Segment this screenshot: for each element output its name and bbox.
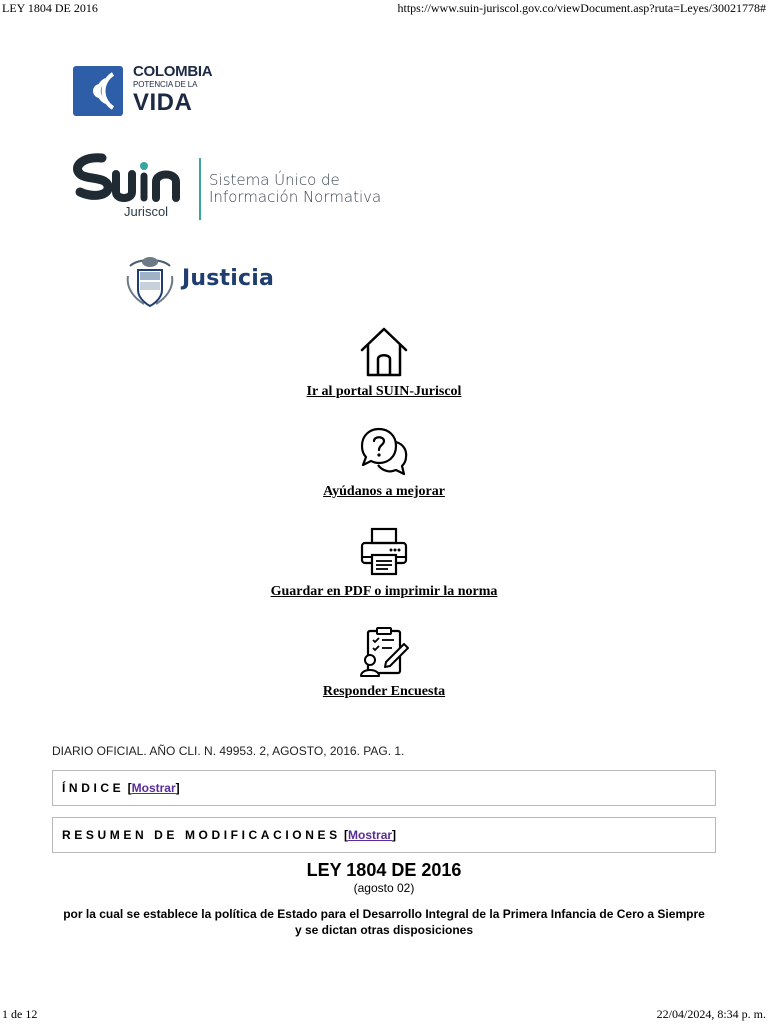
feedback-action: [0, 426, 768, 500]
colombia-mark-icon: [73, 66, 123, 116]
suin-script-mark: [72, 152, 192, 208]
survey-action: [0, 626, 768, 700]
house-icon: [359, 326, 409, 378]
survey-link[interactable]: Responder Encuesta: [322, 684, 446, 699]
page-counter: 1 de 12: [2, 1007, 38, 1021]
law-date: (agosto 02): [353, 881, 415, 895]
print-pdf-link[interactable]: Guardar en PDF o imprimir la norma: [270, 584, 498, 599]
colombia-logo-line3: VIDA: [133, 89, 193, 116]
print-footer: [0, 1006, 768, 1024]
law-description: [40, 906, 728, 938]
law-title: LEY 1804 DE 2016: [306, 860, 462, 880]
printer-icon: [359, 526, 409, 578]
indice-panel: ÍNDICE [Mostrar]: [52, 770, 716, 806]
print-header-url: https://www.suin-juriscol.gov.co/viewDocument.asp?ruta=Leyes/30021778#: [397, 1, 766, 15]
ministerio-justicia-logo: [124, 254, 274, 314]
print-timestamp: 22/04/2024, 8:34 p. m.: [656, 1007, 766, 1021]
justicia-logo-word: Justicia: [182, 266, 275, 291]
print-header: [0, 0, 768, 18]
colombia-logo-line1: COLOMBIA: [133, 63, 213, 80]
resumen-show-link[interactable]: Mostrar: [348, 828, 393, 842]
indice-show-link[interactable]: Mostrar: [131, 781, 176, 795]
law-description-line1: por la cual se establece la política de Estado para el Desarrollo Integral de la Primera Infancia de Cero a Siempre: [63, 907, 705, 921]
print-header-title: LEY 1804 DE 2016: [2, 1, 98, 15]
colombia-potencia-logo: [73, 64, 213, 118]
indice-label: ÍNDICE: [62, 781, 125, 795]
suin-logo-desc-line2: Información Normativa: [209, 188, 382, 206]
suin-juriscol-logo: [72, 152, 392, 224]
portal-action: [0, 326, 768, 400]
survey-icon: [358, 626, 410, 678]
chat-question-icon: [358, 426, 410, 478]
improve-link[interactable]: Ayúdanos a mejorar: [323, 484, 445, 499]
suin-logo-sub: Juriscol: [124, 204, 169, 219]
colombia-logo-line2: POTENCIA DE LA: [133, 80, 198, 89]
diario-oficial-ref: DIARIO OFICIAL. AÑO CLI. N. 49953. 2, AGOSTO, 2016. PAG. 1.: [52, 744, 405, 758]
resumen-label: RESUMEN DE MODIFICACIONES: [62, 828, 341, 842]
portal-suin-link[interactable]: Ir al portal SUIN-Juriscol: [306, 384, 462, 399]
suin-logo-desc-line1: Sistema Único de: [209, 171, 340, 189]
law-description-line2: y se dictan otras disposiciones: [294, 923, 474, 937]
suin-logo-divider: [199, 158, 201, 220]
print-action: [0, 526, 768, 600]
coat-of-arms-icon: [124, 254, 176, 310]
resumen-panel: RESUMEN DE MODIFICACIONES [Mostrar]: [52, 817, 716, 853]
